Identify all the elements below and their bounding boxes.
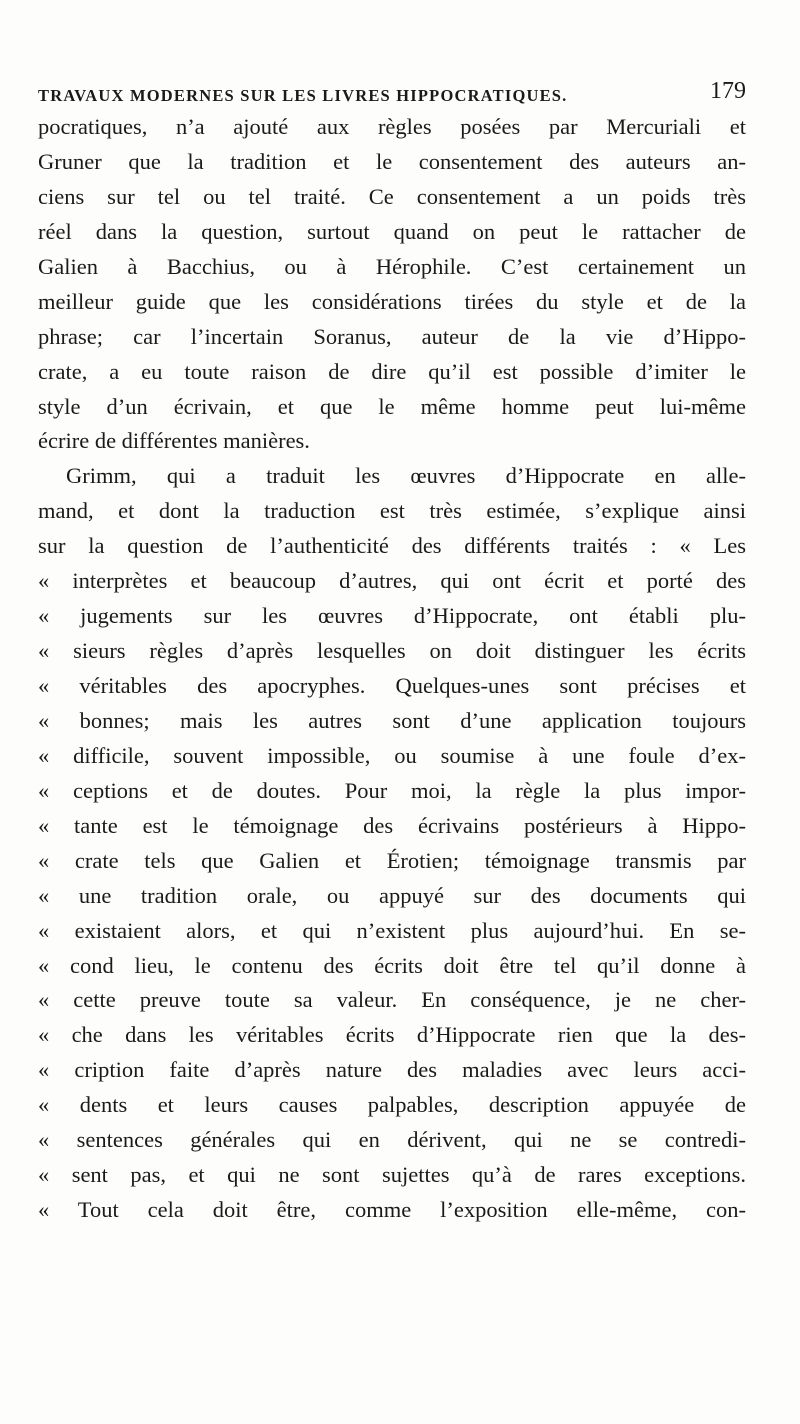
paragraph-start-line: Grimm, qui a traduit les œuvres d’Hippocrate en alle- [66, 463, 746, 489]
quote-line: « Tout cela doit être, comme l’exposition elle-même, con- [38, 1197, 746, 1223]
quote-line: « sentences générales qui en dérivent, qui ne se contredi- [38, 1127, 746, 1153]
quote-line: « jugements sur les œuvres d’Hippocrate, ont établi plu- [38, 603, 746, 629]
quote-line: « véritables des apocryphes. Quelques-unes sont précises et [38, 673, 746, 698]
quote-line: « sent pas, et qui ne sont sujettes qu’à de rares exceptions. [38, 1162, 746, 1188]
page-header [38, 80, 746, 112]
page-number: 179 [710, 78, 746, 104]
text-line: réel dans la question, surtout quand on peut le rattacher de [38, 218, 746, 244]
body-text [38, 110, 746, 1228]
text-line: pocratiques, n’a ajouté aux règles posées par Mercuriali et [38, 114, 746, 139]
text-line: Galien à Bacchius, ou à Hérophile. C’est certainement un [38, 253, 746, 279]
text-line: meilleur guide que les considérations tirées du style et de la [38, 288, 746, 314]
quote-line: « tante est le témoignage des écrivains postérieurs à Hippo- [38, 812, 746, 838]
paragraph-end-line: écrire de différentes manières. [38, 428, 310, 454]
quote-line: « cond lieu, le contenu des écrits doit être tel qu’il donne à [38, 952, 746, 978]
quote-line: « che dans les véritables écrits d’Hippocrate rien que la des- [38, 1022, 746, 1048]
text-line: ciens sur tel ou tel traité. Ce consentement a un poids très [38, 183, 746, 209]
text-line: crate, a eu toute raison de dire qu’il est possible d’imiter le [38, 358, 746, 384]
text-line: style d’un écrivain, et que le même homme peut lui-même [38, 393, 746, 419]
running-title: TRAVAUX MODERNES SUR LES LIVRES HIPPOCRATIQUES. [38, 86, 568, 105]
quote-line: « ceptions et de doutes. Pour moi, la règle la plus impor- [38, 777, 746, 803]
text-line: mand, et dont la traduction est très estimée, s’explique ainsi [38, 498, 746, 524]
quote-line: « difficile, souvent impossible, ou soumise à une foule d’ex- [38, 742, 746, 768]
quote-line: « bonnes; mais les autres sont d’une application toujours [38, 707, 746, 733]
text-line: Gruner que la tradition et le consentement des auteurs an- [38, 148, 746, 174]
quote-line: « crate tels que Galien et Érotien; témoignage transmis par [38, 847, 746, 873]
quote-line: « dents et leurs causes palpables, description appuyée de [38, 1092, 746, 1118]
quote-line: « existaient alors, et qui n’existent plus aujourd’hui. En se- [38, 917, 746, 943]
quote-line: « une tradition orale, ou appuyé sur des documents qui [38, 882, 746, 908]
quote-line: « cette preuve toute sa valeur. En conséquence, je ne cher- [38, 987, 746, 1013]
quote-line: « sieurs règles d’après lesquelles on doit distinguer les écrits [38, 638, 746, 664]
quote-line: « cription faite d’après nature des maladies avec leurs acci- [38, 1057, 746, 1083]
text-line: sur la question de l’authenticité des différents traités : « Les [38, 533, 746, 559]
text-line: phrase; car l’incertain Soranus, auteur de la vie d’Hippo- [38, 323, 746, 349]
quote-line: « interprètes et beaucoup d’autres, qui ont écrit et porté des [38, 568, 746, 594]
